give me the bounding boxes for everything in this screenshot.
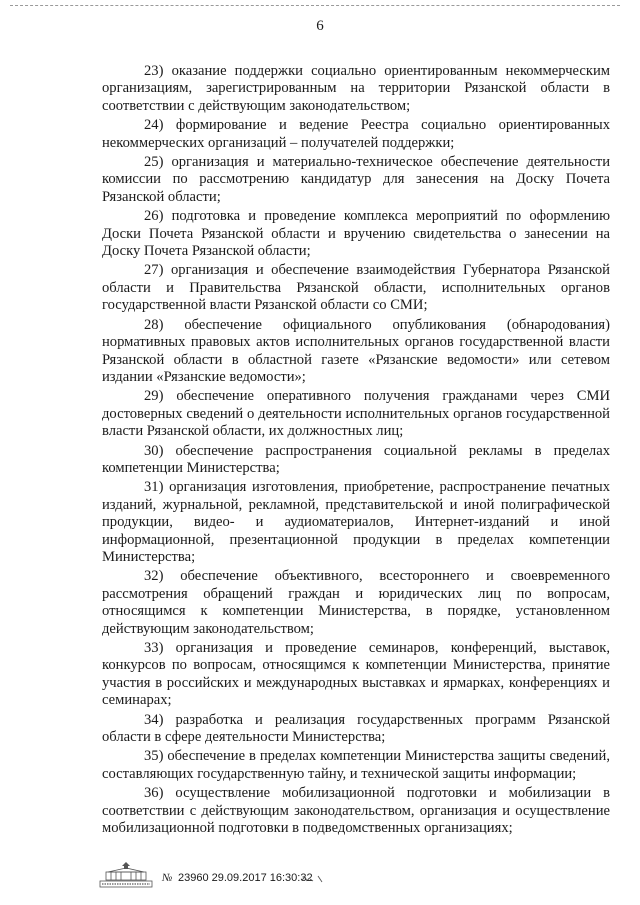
government-building-logo [98, 860, 154, 888]
list-item: 33) организация и проведение семинаров, конференций, выставок, конкурсов по вопросам, относящимся к компетенции Министерства, принятие участия в российских и международных выставках и ярмарках, конференциях и семинарах; [102, 640, 610, 709]
list-item: 30) обеспечение распространения социальной рекламы в пределах компетенции Министерства; [102, 442, 610, 476]
document-body [102, 63, 610, 839]
list-item: 23) оказание поддержки социально ориентированным некоммерческим организациям, зарегистрированным на территории Рязанской области в соответствии с действующим законодательством; [102, 63, 610, 114]
list-item: 26) подготовка и проведение комплекса мероприятий по оформлению Доски Почета Рязанской области и вручению свидетельства о занесении на Доску Почета Рязанской области; [102, 208, 610, 260]
list-item: 32) обеспечение объективного, всестороннего и своевременного рассмотрения обращений граждан и юридических лиц по вопросам, относящимся к компетенции Министерства, в порядке, установленном действующим законодательством; [102, 568, 610, 637]
list-item: 27) организация и обеспечение взаимодействия Губернатора Рязанской области и Правительства Рязанской области, исполнительных органов государственной власти Рязанской области со СМИ; [102, 262, 610, 314]
list-item: 25) организация и материально-техническое обеспечение деятельности комиссии по рассмотрению кандидатур для занесения на Доску Почета Рязанской области; [102, 154, 610, 205]
list-item: 28) обеспечение официального опубликования (обнародования) нормативных правовых актов исполнительных органов государственной власти Рязанской области в областной газете «Рязанские ведомости» или сетевом издании «Рязанские ведомости»; [102, 316, 610, 385]
page-number: 6 [316, 18, 324, 34]
list-item: 36) осуществление мобилизационной подготовки и мобилизации в соответствии с действующим законодательством, организация и осуществление мобилизационной подготовки в подведомственных организациях; [102, 785, 610, 837]
registration-footer [98, 860, 598, 890]
list-item: 24) формирование и ведение Реестра социально ориентированных некоммерческих организаций – получателей поддержки; [102, 117, 610, 151]
list-item: 34) разработка и реализация государственных программ Рязанской области в сфере деятельности Министерства; [102, 711, 610, 746]
list-item: 31) организация изготовления, приобретение, распространение печатных изданий, журнальной, рекламной, представительской и иной полиграфической продукции, видео- и аудиоматериалов, Интернет-изданий и иной информационной, презентационной продукции в пределах компетенции Министерства; [102, 479, 610, 565]
list-item: 35) обеспечение в пределах компетенции Министерства защиты сведений, составляющих государственную тайну, и технической защиты информации; [102, 748, 610, 782]
registration-stamp: 23960 29.09.2017 16:30:32 [178, 872, 313, 884]
top-border-line [10, 5, 620, 6]
initials-mark [300, 872, 330, 884]
list-item: 29) обеспечение оперативного получения гражданами через СМИ достоверных сведений о деятельности исполнительных органов государственной власти Рязанской области, их должностных лиц; [102, 388, 610, 440]
registration-number-sign: № [162, 872, 173, 884]
